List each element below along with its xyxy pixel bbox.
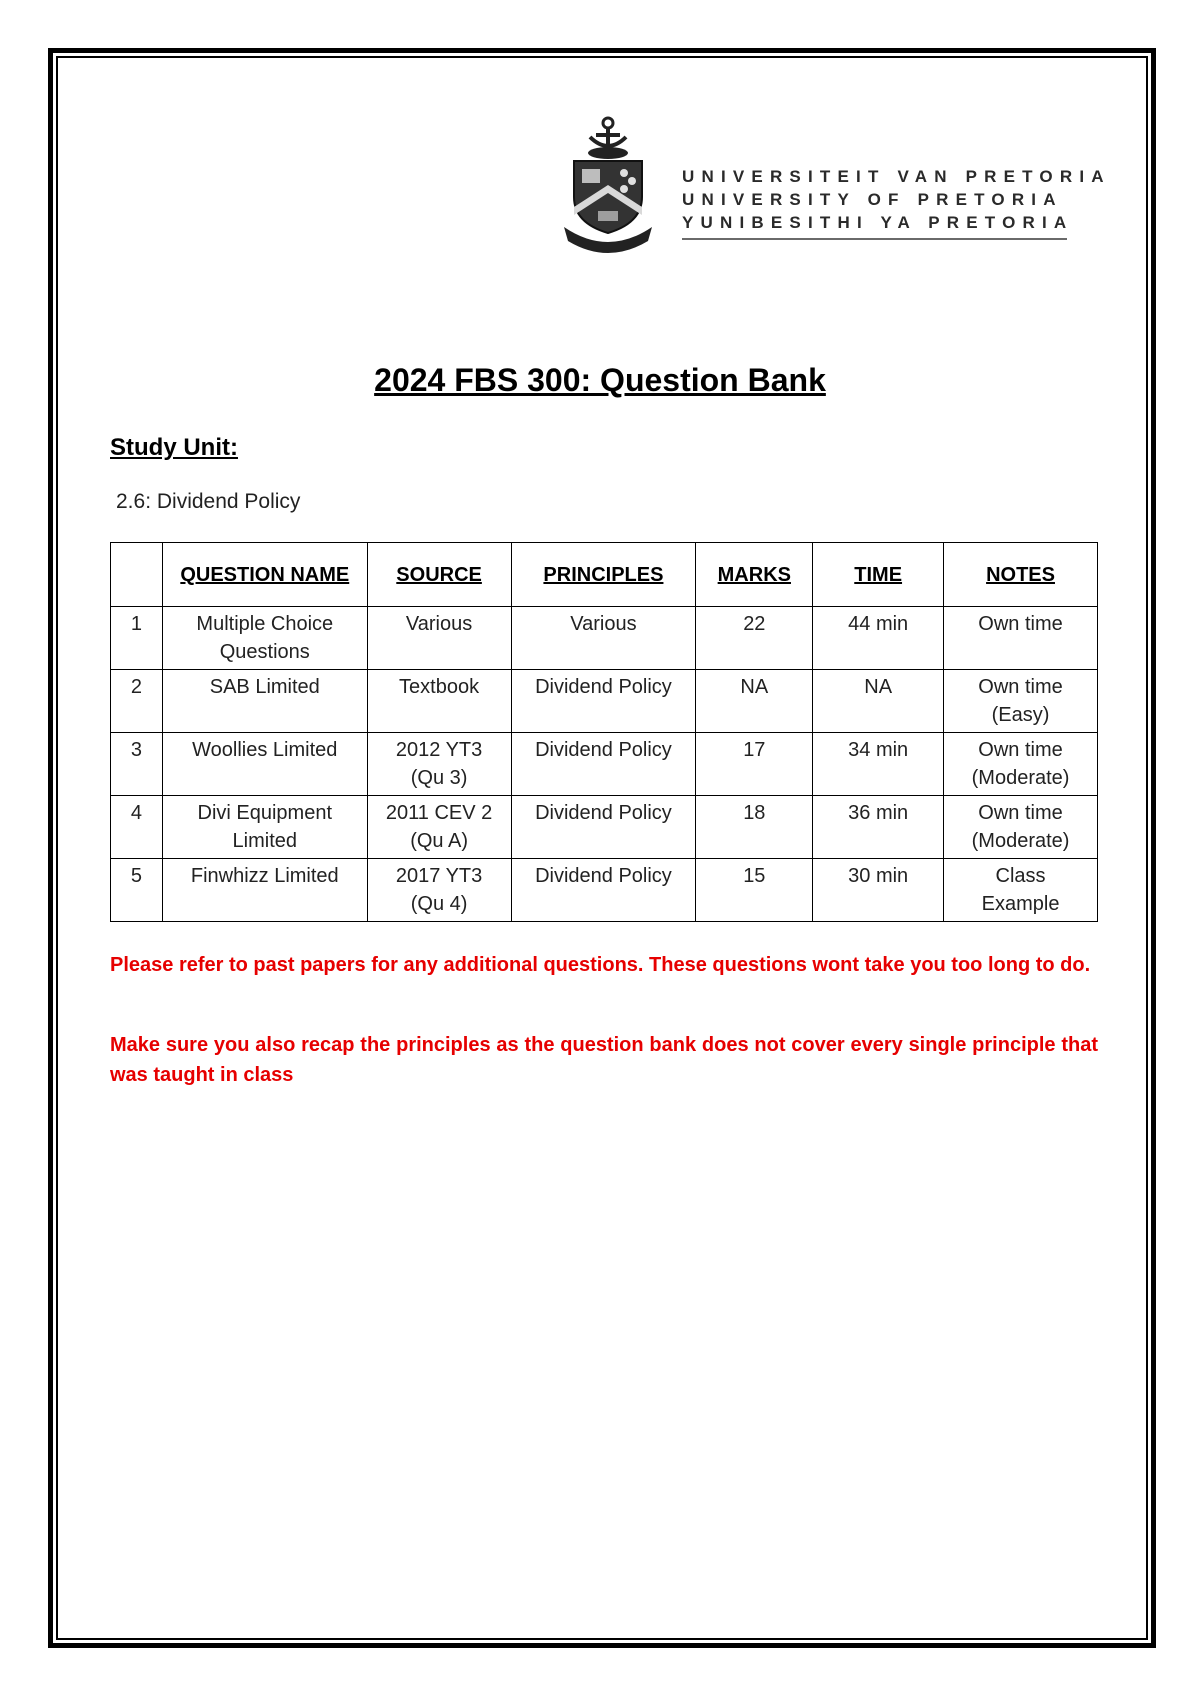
cell-number: 5 xyxy=(111,859,163,922)
cell-question-name: Multiple Choice Questions xyxy=(162,607,367,670)
cell-principles: Dividend Policy xyxy=(511,733,696,796)
table-row xyxy=(111,859,1098,922)
cell-question-name: SAB Limited xyxy=(162,670,367,733)
cell-number: 1 xyxy=(111,607,163,670)
cell-principles: Dividend Policy xyxy=(511,859,696,922)
wordmark-line-english: UNIVERSITY OF PRETORIA xyxy=(682,190,1063,209)
header-source: SOURCE xyxy=(367,543,511,607)
cell-time: 44 min xyxy=(813,607,944,670)
header-number xyxy=(111,543,163,607)
cell-principles: Dividend Policy xyxy=(511,670,696,733)
header-marks: MARKS xyxy=(696,543,813,607)
question-bank-table xyxy=(110,542,1098,922)
cell-marks: NA xyxy=(696,670,813,733)
cell-notes: Own time (Moderate) xyxy=(944,733,1098,796)
note-past-papers: Please refer to past papers for any additional questions. These questions wont take you too long to do. xyxy=(110,954,1091,976)
university-crest-icon xyxy=(560,115,656,255)
cell-source: Textbook xyxy=(367,670,511,733)
cell-marks: 17 xyxy=(696,733,813,796)
cell-notes: Class Example xyxy=(944,859,1098,922)
cell-marks: 22 xyxy=(696,607,813,670)
cell-time: 30 min xyxy=(813,859,944,922)
note-recap-principles: Make sure you also recap the principles as the question bank does not cover every single principle that was taught in class xyxy=(110,1034,1098,1086)
wordmark-line-sepedi: YUNIBESITHI YA PRETORIA xyxy=(682,213,1074,232)
cell-source: 2017 YT3 (Qu 4) xyxy=(367,859,511,922)
wordmark-rule xyxy=(682,238,1067,240)
cell-source: 2011 CEV 2 (Qu A) xyxy=(367,796,511,859)
wordmark-line-afrikaans: UNIVERSITEIT VAN PRETORIA xyxy=(682,167,1111,186)
cell-source: Various xyxy=(367,607,511,670)
cell-notes: Own time (Moderate) xyxy=(944,796,1098,859)
cell-time: NA xyxy=(813,670,944,733)
header-principles: PRINCIPLES xyxy=(511,543,696,607)
table-row xyxy=(111,796,1098,859)
cell-question-name: Finwhizz Limited xyxy=(162,859,367,922)
table-row xyxy=(111,733,1098,796)
header-time: TIME xyxy=(813,543,944,607)
cell-number: 2 xyxy=(111,670,163,733)
table-row xyxy=(111,670,1098,733)
cell-question-name: Divi Equipment Limited xyxy=(162,796,367,859)
cell-source: 2012 YT3 (Qu 3) xyxy=(367,733,511,796)
cell-principles: Dividend Policy xyxy=(511,796,696,859)
study-unit-name: 2.6: Dividend Policy xyxy=(116,490,301,513)
cell-question-name: Woollies Limited xyxy=(162,733,367,796)
university-wordmark xyxy=(682,165,1111,240)
study-unit-label: Study Unit: xyxy=(110,434,238,461)
table-header-row xyxy=(111,543,1098,607)
cell-marks: 18 xyxy=(696,796,813,859)
cell-number: 4 xyxy=(111,796,163,859)
page-title: 2024 FBS 300: Question Bank xyxy=(374,362,826,398)
cell-notes: Own time xyxy=(944,607,1098,670)
header-question-name: QUESTION NAME xyxy=(162,543,367,607)
table-row xyxy=(111,607,1098,670)
cell-notes: Own time (Easy) xyxy=(944,670,1098,733)
cell-number: 3 xyxy=(111,733,163,796)
cell-marks: 15 xyxy=(696,859,813,922)
cell-principles: Various xyxy=(511,607,696,670)
cell-time: 34 min xyxy=(813,733,944,796)
header-notes: NOTES xyxy=(944,543,1098,607)
cell-time: 36 min xyxy=(813,796,944,859)
